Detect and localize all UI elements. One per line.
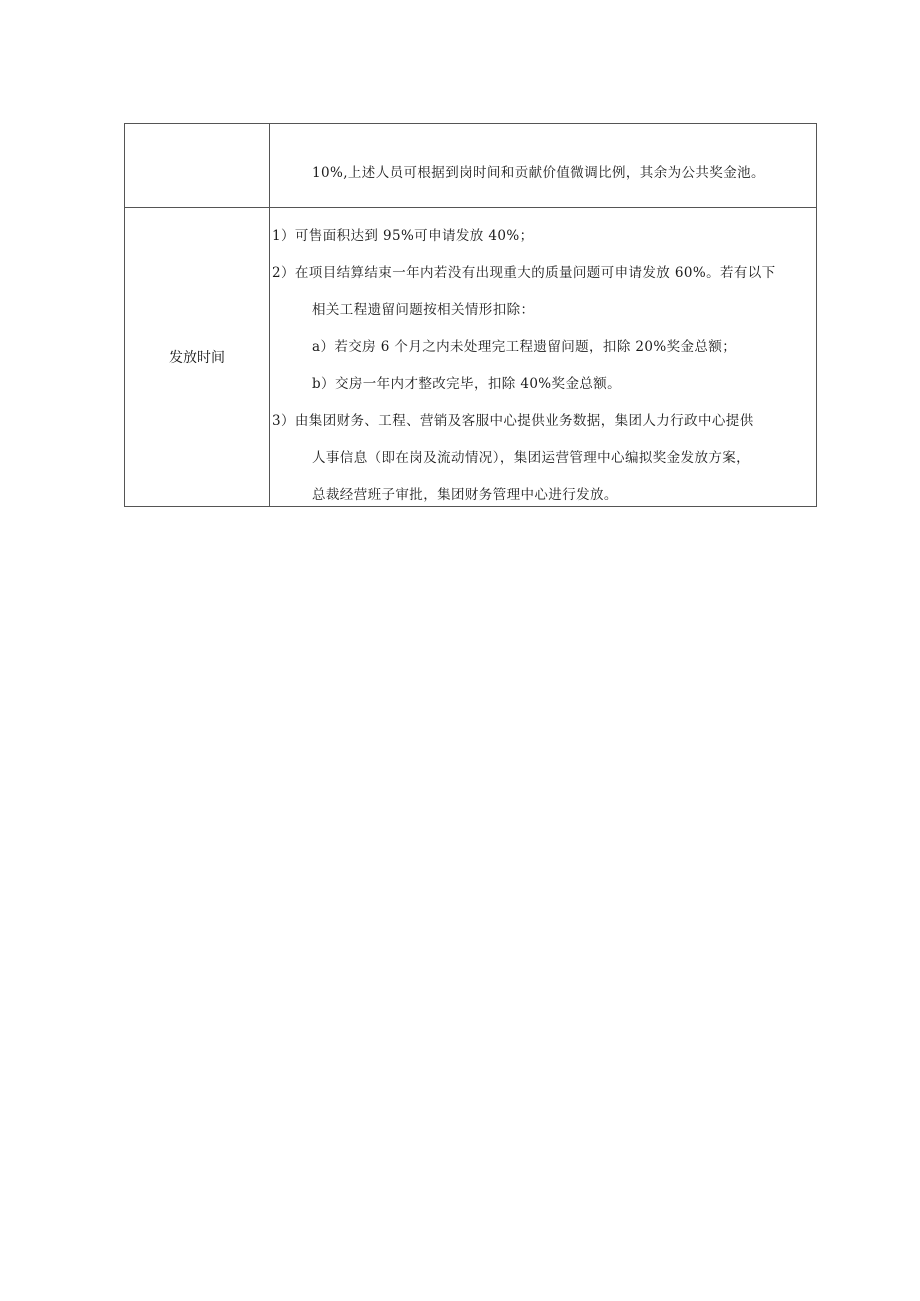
table-row-payout-time bbox=[125, 207, 816, 506]
clause-2: 2）在项目结算结束一年内若没有出现重大的质量问题可申请发放 60%。若有以下 bbox=[272, 265, 776, 281]
clause-2-continued: 相关工程遗留问题按相关情形扣除： bbox=[312, 302, 535, 318]
table-row-continued bbox=[125, 124, 816, 207]
clause-3-continued-2: 总裁经营班子审批，集团财务管理中心进行发放。 bbox=[312, 487, 618, 503]
clause-3: 3）由集团财务、工程、营销及客服中心提供业务数据，集团人力行政中心提供 bbox=[272, 413, 754, 429]
clause-3-continued-1: 人事信息（即在岗及流动情况），集团运营管理中心编拟奖金发放方案， bbox=[312, 450, 751, 466]
clause-1: 1）可售面积达到 95%可申请发放 40%； bbox=[272, 228, 534, 244]
row-content-continued bbox=[270, 124, 816, 207]
clause-2b: b）交房一年内才整改完毕，扣除 40%奖金总额。 bbox=[312, 376, 622, 392]
row-label-payout-time: 发放时间 bbox=[125, 208, 270, 506]
bonus-policy-table bbox=[124, 123, 817, 507]
clause-2a: a）若交房 6 个月之内未处理完工程遗留问题，扣除 20%奖金总额； bbox=[312, 339, 737, 355]
content-line: 10%,上述人员可根据到岗时间和贡献价值微调比例，其余为公共奖金池。 bbox=[312, 165, 765, 181]
row-content-payout-time bbox=[270, 208, 816, 506]
row-label-empty bbox=[125, 124, 270, 207]
